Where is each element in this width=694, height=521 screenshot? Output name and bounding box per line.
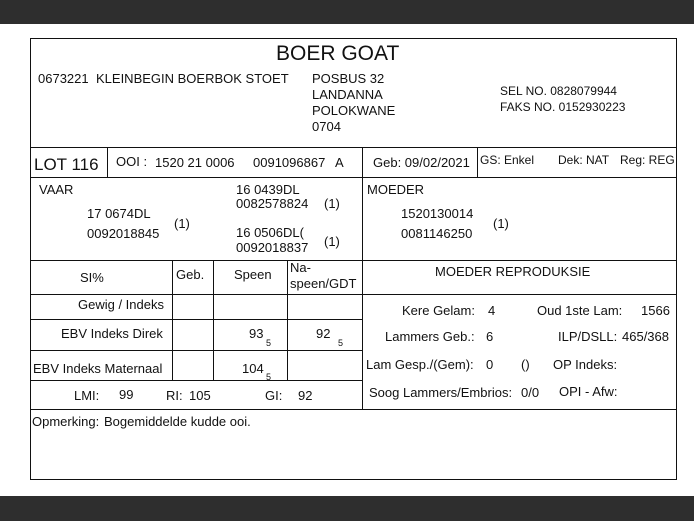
divider-si-col2 (213, 260, 214, 380)
ri-value: 105 (189, 388, 211, 403)
dam-code: 1520130014 (401, 206, 474, 221)
sire-sire-code: 16 0439DL (236, 182, 300, 197)
oud-value: 1566 (641, 303, 670, 318)
breeder-code: 0673221 (38, 71, 89, 86)
lammers-label: Lammers Geb.: (385, 329, 475, 344)
registration: Reg: REG (620, 153, 675, 167)
lmi-label: LMI: (74, 388, 100, 403)
divider-pedigree (30, 260, 677, 261)
sire-count: (1) (174, 216, 190, 231)
ilp-label: ILP/DSLL: (558, 329, 618, 344)
ebv-direct-speen: 93 (249, 326, 264, 341)
address-line-2: LANDANNA (312, 87, 383, 102)
frame-bottom (30, 479, 677, 480)
naspeen-header-1: Na- (290, 260, 311, 275)
address-line-4: 0704 (312, 119, 341, 134)
op-label: OP Indeks: (553, 357, 618, 372)
breeder-name: KLEINBEGIN BOERBOK STOET (96, 71, 289, 86)
divider-lot-3 (477, 147, 478, 177)
frame-left (30, 38, 31, 479)
dam-count: (1) (493, 216, 509, 231)
divider-si-row1 (30, 319, 362, 320)
address-line-1: POSBUS 32 (312, 71, 385, 86)
ri-label: RI: (166, 388, 183, 403)
divider-si-bottom (30, 380, 362, 381)
divider-si-col3 (287, 260, 288, 380)
ebv-direct-naspeen: 92 (316, 326, 331, 341)
divider-lot (30, 177, 677, 178)
fax-number: FAKS NO. 0152930223 (500, 100, 626, 114)
service-type: Dek: NAT (558, 153, 610, 167)
opi-label: OPI - Afw: (559, 384, 618, 399)
sire-sire-count: (1) (324, 196, 340, 211)
si-header: SI% (80, 270, 104, 285)
oud-label: Oud 1ste Lam: (537, 303, 623, 318)
soog-label: Soog Lammers/Embrios: (369, 385, 513, 400)
lot-number: LOT 116 (34, 155, 99, 174)
repro-title: MOEDER REPRODUKSIE (435, 264, 591, 279)
lammers-value: 6 (486, 329, 494, 344)
divider-header (30, 147, 677, 148)
sire-dam-count: (1) (324, 234, 340, 249)
ooi-number: 1520 21 0006 (155, 155, 235, 170)
ooi-id: 0091096867 (253, 155, 326, 170)
remarks-text: Bogemiddelde kudde ooi. (104, 414, 251, 429)
naspeen-header-2: speen/GDT (290, 276, 357, 291)
birth-status: GS: Enkel (480, 153, 535, 167)
speen-header: Speen (234, 267, 272, 282)
soog-value: 0/0 (521, 385, 540, 400)
remarks-label: Opmerking: (32, 414, 100, 429)
phone-number: SEL NO. 0828079944 (500, 84, 617, 98)
row-label-ebv-direct: EBV Indeks Direk (61, 326, 163, 341)
sire-sire-id: 0082578824 (236, 196, 309, 211)
sire-label: VAAR (39, 182, 74, 197)
divider-pedigree-mid (362, 177, 363, 260)
divider-lot-1 (107, 147, 108, 177)
ebv-maternal-speen: 104 (242, 361, 264, 376)
page-title: BOER GOAT (276, 42, 400, 65)
geb-header: Geb. (176, 267, 205, 282)
ooi-grade: A (335, 155, 344, 170)
frame-top (30, 38, 677, 39)
ebv-direct-naspeen-accuracy: 5 (338, 338, 344, 348)
kere-label: Kere Gelam: (402, 303, 475, 318)
divider-lot-2 (362, 147, 363, 177)
birth-date: Geb: 09/02/2021 (373, 155, 470, 170)
divider-si-col1 (172, 260, 173, 380)
address-line-3: POLOKWANE (312, 103, 396, 118)
sire-id: 0092018845 (87, 226, 160, 241)
kere-value: 4 (488, 303, 496, 318)
divider-remarks (30, 409, 677, 410)
gesp-label: Lam Gesp./(Gem): (366, 357, 474, 372)
dam-label: MOEDER (367, 182, 425, 197)
divider-si-header (30, 294, 362, 295)
gi-value: 92 (298, 388, 313, 403)
frame-right (676, 38, 677, 479)
divider-si-repro (362, 260, 363, 409)
divider-repro-header (362, 294, 677, 295)
lot-card (0, 24, 694, 496)
gesp-value: 0 (486, 357, 494, 372)
dam-id: 0081146250 (401, 226, 473, 241)
sire-code: 17 0674DL (87, 206, 151, 221)
row-label-weight-index: Gewig / Indeks (78, 297, 164, 312)
gesp-paren: () (521, 357, 530, 372)
divider-si-row2 (30, 350, 362, 351)
lmi-value: 99 (119, 387, 134, 402)
ebv-direct-speen-accuracy: 5 (266, 338, 272, 348)
ilp-value: 465/368 (622, 329, 669, 344)
row-label-ebv-maternal: EBV Indeks Maternaal (33, 361, 163, 376)
sire-dam-id: 0092018837 (236, 240, 309, 255)
sire-dam-code: 16 0506DL( (236, 225, 304, 240)
ebv-maternal-speen-accuracy: 5 (266, 372, 272, 382)
gi-label: GI: (265, 388, 283, 403)
ooi-label: OOI : (116, 154, 148, 169)
